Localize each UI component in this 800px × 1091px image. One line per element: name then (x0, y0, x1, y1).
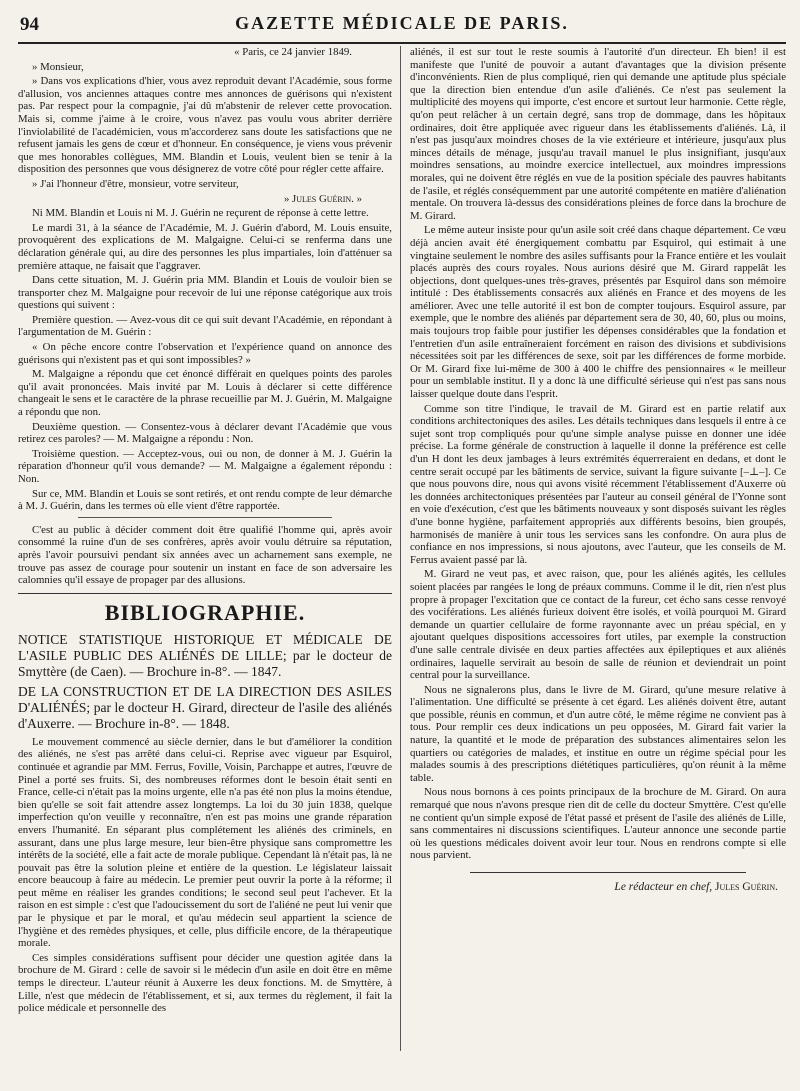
letter-dateline: « Paris, ce 24 janvier 1849. (234, 46, 352, 58)
review-paragraph: Nous nous bornons à ces points principaux de la brochure de M. Girard. On aura remarqué que nous n'avons presque rien dit de celle du docteur Smyttère. C'est qu'elle ne contient qu'un simple exposé de l'état passé et présent de l'asile des aliénés de Lille, sans commentaires ni discussions scientifiques. L'auteur annonce une seconde partie où les questions médicales doivent avoir leur tour. Nous en rendrons compte si elle nous parvient. (410, 786, 786, 862)
review-paragraph: M. Girard ne veut pas, et avec raison, que, pour les aliénés agités, les cellules soient placées par rangées le long de préaux communs. Comme il le dit, rien n'est plus propre à propager l'excitation que ce contact de la fureur, cet écho sans cesse renvoyé des vociférations. Les aliénés furieux doivent être isolés, et voilà pourquoi M. Girard demande un quartier cellulaire de forme rayonnante avec un préau spécial, en y ajoutant quelques dispositions accessoires fort utiles, par exemple la construction d'une salle centrale divisée en deux parties affectées aux épileptiques et aux aliénés ordinaires, laquelle servirait au besoin de salle de réunion et deviendrait un point central pour la surveillance. (410, 568, 786, 682)
bibliography-paragraph: Ces simples considérations suffisent pour décider une question agitée dans la brochure de M. Girard : celle de savoir si le médecin d'un asile en doit être en même temps le directeur. L'auteur réunit à Auxerre les deux fonctions. M. de Smyttère, à Lille, n'est que médecin de l'établissement, et si, aux termes du règlement, il fait la police médicale et personnelle des (18, 951, 392, 1015)
letter-paragraph: » Dans vos explications d'hier, vous avez reproduit devant l'Académie, sous forme d'allusion, vos anciennes attaques contre mes annonces de guérisons qui n'existent pas. Par respect pour la compagnie, j'ai dû m'abstenir de relever cette provocation. Mais si, comme j'aime à le croire, vous n'avez pas voulu vous abriter derrière l'inviolabilité de l'académicien, vous m'accorderez sans doute les satisfactions que ne refusent jamais les gens de cœur et d'honneur. En conséquence, je viens vous prévenir que mes honorables collègues, MM. Blandin et Louis, veulent bien se tenir à la disposition des personnes que vous désignerez de votre côté pour régler cette affaire. (18, 75, 392, 176)
letter-signature: » Jules Guérin. » (283, 192, 362, 205)
question-third: Troisième question. — Acceptez-vous, oui ou non, de donner à M. J. Guérin la réparation d'honneur qu'il vous demande? — M. Malgaigne a également répondu : Non. (18, 447, 392, 485)
bibliography-heading: BIBLIOGRAPHIE. (104, 599, 306, 625)
section-divider (78, 517, 332, 518)
bibliography-notice: NOTICE STATISTIQUE HISTORIQUE ET MÉDICALE DE L'ASILE PUBLIC DES ALIÉNÉS DE LILLE; par le docteur de Smyttère (de Caen). — Brochure in-8°. — 1847. (18, 631, 392, 679)
bibliography-paragraph: Le mouvement commencé au siècle dernier, dans le but d'améliorer la condition des aliénés, ne s'est pas arrêté dans celui-ci. Reprise avec vigueur par Esquirol, continuée et agrandie par MM. Ferrus, Foville, Voisin, Parchappe et autres, l'œuvre de Pinel a porté ses fruits. Si, des nombreuses réformes dont le besoin était senti en France, celle-ci n'était pas la moins urgente, elle n'a pas été non plus la moins étendue, bien qu'elle se soit fait attendre assez longtemps. La loi du 30 juin 1838, quelque imperfection qu'on veuille y reconnaître, n'en est pas moins une grande réparation envers l'humanité. En séparant plus complétement les aliénés des criminels, en assurant, dans une plus large mesure, leur bien-être physique sans compromettre les intérêts de la société, elle a fait acte de morale publique. Cependant là n'était pas, là ne pouvait pas être la solution pleine et entière de la question. Le législateur laissait encore beaucoup à faire au médecin. Le premier peut ouvrir la porte à la réforme; il peut même en réaliser les grandes conditions; le second seul peut l'achever. Et la raison en est simple : c'est que l'adoucissement du sort de l'aliéné ne peut lui venir que par le physique et par le moral, et qu'au médecin seul appartient la science de l'hygiène et des remèdes physiques, et celle, plus difficile encore, de la thérapeutique morale. (18, 735, 392, 950)
review-paragraph: Le même auteur insiste pour qu'un asile soit créé dans chaque département. Ce vœu déjà ancien avait été énergiquement combattu par Esquirol, qui estimait à une vingtaine seulement le nombre des asiles suffisants pour la France entière et les voulait placés auprès des cours royales. Nous aurions désiré que M. Girard rappelât les objections, dont quelques-unes très-graves, présentés par Esquirol dans son mémoire intitulé : Des établissements consacrés aux aliénés en France et des moyens de les améliorer. Avec une telle autorité il est bon de compter toujours. Esquirol assure, par exemple, que le nombre des aliénés par département sera de 30, 40, 60, plus ou moins, mais toujours trop faible pour justifier les dépenses considérables que la fondation et l'entretien d'un asile entraîneraient forcément en raison des divisions et subdivisions nécessitées soit par les différences de sexe, soit par les différences de forme morbide. Or M. Girard fixe lui-même de 300 à 400 le chiffre des pensionnaires « le meilleur pour un semblable institut. Il y a donc là une difficulté sérieuse qui n'est pas sans nous laisser quelque doute dans l'esprit. (410, 224, 786, 401)
masthead-title: GAZETTE MÉDICALE DE PARIS. (235, 13, 569, 33)
letter-closing: » J'ai l'honneur d'être, monsieur, votre serviteur, (32, 177, 239, 190)
page-header (18, 0, 786, 44)
review-paragraph: aliénés, il est sur tout le reste soumis à l'autorité d'un directeur. Eh bien! il est manifeste que l'unité de pouvoir a autant d'avantages que la division présente d'inconvénients. Rien de plus compliqué, rien qui demande une aptitude plus spéciale que la direction bien entendue d'un asile d'aliénés. Ce n'est pas seulement la multiplicité des moyens qui importe, c'est encore et surtout leur harmonie. Cette règle, qu'on peut relâcher à un certain degré, sans trop de dommage, dans les hôpitaux ordinaires, doit être appliquée avec rigueur dans les établissements d'aliénés. Là, il n'est pas jusqu'aux moindres choses de la vie extérieure et intérieure, jusqu'aux plus minces détails de ménage, jusqu'au travail manuel le plus insignifiant, jusqu'aux moindres sensations, au moindre exercice intellectuel, aux moindres impressions morales, qui ne doivent être réglés en vue de la position spéciale des pauvres habitants de l'asile, et réglés conséquemment par une autorité compétente en matière d'aliénation mentale. On trouvera là-dessus des considérations pleines de force dans la brochure de M. Girard. (410, 46, 786, 222)
narrative-paragraph: Dans cette situation, M. J. Guérin pria MM. Blandin et Louis de vouloir bien se transporter chez M. Malgaigne pour recevoir de lui une réponse catégorique aux trois questions qui suivent : (18, 274, 392, 312)
narrative-conclusion: C'est au public à décider comment doit être qualifié l'homme qui, après avoir consommé la ruine d'un de ses confrères, après avoir voulu détruire sa réputation, après l'avoir poursuivi pendant six années avec un acharnement sans exemple, ne trouve pas assez de courage pour soutenir un instant en face de son adversaire les calomnies qu'il essaye de propager par des allusions. (18, 523, 392, 587)
signature-rule (470, 872, 746, 873)
letter-salutation: » Monsieur, (32, 60, 84, 73)
right-column (410, 46, 786, 1085)
page-number: 94 (20, 14, 39, 35)
review-paragraph: Comme son titre l'indique, le travail de M. Girard est en partie relatif aux conditions architectoniques des asiles. Les détails techniques dans lesquels il entre à ce sujet sont trop compliqués pour qu'une simple analyse puisse en donner une idée précise. La forme générale de construction à laquelle il donne la préférence est celle d'un H dont les deux jambages à leurs extrémités équerreraient en dedans, et dont le centre serait occupé par les bâtiments de service, suivant la figure suivante [–⊥–]. Ce que nous pouvons dire, nous qui avons visité récemment l'établissement d'Auxerre où les données architectoniques présentées par l'auteur au conseil général de l'Yonne sont en voie d'exécution, c'est que les bâtiments nouveaux y sont disposés suivant les règles d'une bonne hygiène, parfaitement appropriés aux différents besoins, bien groupés, harmonisés de manière à unir tous les services sans les confondre. On aura plus de confiance en nos impressions, si nous ajoutons, avec l'auteur, que les conseils de M. Ferrus avaient passé par là. (410, 402, 786, 566)
question-first-answer: M. Malgaigne a répondu que cet énoncé différait en quelques points des paroles qu'il avait prononcées. Mais invité par M. Louis à déclarer si cette différence changeait le sens et le caractère de la phrase recueillie par M. J. Guérin, M. Malgaigne a répondu que non. (18, 368, 392, 419)
section-divider (18, 593, 392, 594)
question-first: Première question. — Avez-vous dit ce qui suit devant l'Académie, en répondant à l'argumentation de M. Guérin : (18, 313, 392, 339)
column-divider (400, 46, 401, 1051)
review-paragraph: Nous ne signalerons plus, dans le livre de M. Girard, qu'une mesure relative à l'alimentation. Une difficulté se présente à cet égard. Les aliénés doivent être, autant que possible, réunis en commun, et d'un autre côté, le même régime ne convient pas à tous. Pour remplir ces deux indications un peu opposées, M. Girard fait varier la nature, la quantité et le mode de préparation des substances alimentaires selon les quartiers ou catégories de malades, et institue en outre un régime spécial pour les malades soumis à des prescriptions diététiques particulières, qu'on réunit à la même table. (410, 683, 786, 784)
narrative-paragraph: Le mardi 31, à la séance de l'Académie, M. J. Guérin d'abord, M. Louis ensuite, provoquèrent des explications de M. Malgaigne. Celui-ci se renferma dans une déclaration générale qui, au dire des personnes les plus impartiales, loin d'atténuer sa première attaque, ne faisait que l'aggraver. (18, 221, 392, 272)
editor-signature (410, 881, 786, 893)
narrative-paragraph: Sur ce, MM. Blandin et Louis se sont retirés, et ont rendu compte de leur démarche à M. J. Guérin, dans les termes où elle vient d'être rapportée. (18, 487, 392, 513)
narrative-paragraph: Ni MM. Blandin et Louis ni M. J. Guérin ne reçurent de réponse à cette lettre. (32, 207, 369, 220)
question-first-quote: « On pêche encore contre l'observation et l'expérience quand on annonce des guérisons qui n'existent pas et qui sont impossibles? » (18, 341, 392, 366)
signature-name: Jules Guérin. (715, 881, 778, 893)
signature-label: Le rédacteur en chef, (614, 881, 713, 893)
left-column (18, 46, 392, 1085)
question-second: Deuxième question. — Consentez-vous à déclarer devant l'Académie que vous retirez ces paroles? — M. Malgaigne a répondu : Non. (18, 420, 392, 446)
bibliography-notice: DE LA CONSTRUCTION ET DE LA DIRECTION DES ASILES D'ALIÉNÉS; par le docteur H. Girard, directeur de l'asile des aliénés d'Auxerre. — Brochure in-8°. — 1848. (18, 683, 392, 731)
